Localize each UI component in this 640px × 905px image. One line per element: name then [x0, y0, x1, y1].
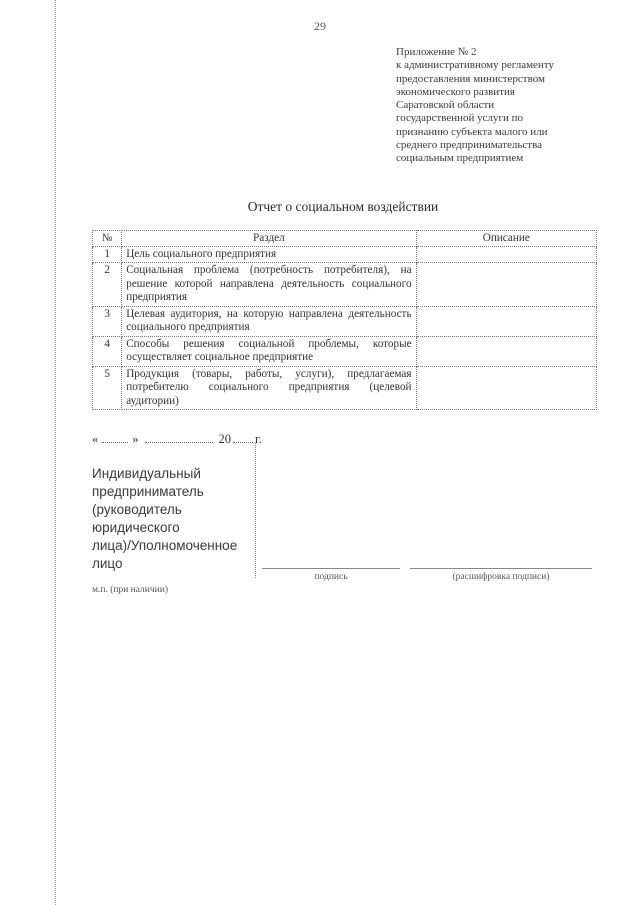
date-close-quote: »	[132, 432, 139, 446]
annex-line: Приложение № 2	[396, 46, 477, 58]
header-section: Раздел	[122, 231, 416, 247]
annex-line: экономического развития	[396, 85, 515, 98]
row-number: 3	[93, 306, 122, 336]
signer-line: Индивидуальный	[92, 466, 201, 481]
annex-line: социальным предприятием	[396, 152, 524, 165]
row-description	[416, 246, 596, 263]
date-line	[92, 431, 262, 447]
annex-line: признанию субъекта малого или	[396, 125, 548, 138]
year-blank	[233, 431, 253, 443]
signature-decode-line	[410, 568, 592, 569]
annex-header	[396, 46, 596, 166]
table-header-row	[93, 231, 597, 247]
signer-line: юридического	[92, 520, 180, 535]
page-number: 29	[314, 19, 326, 33]
row-number: 5	[93, 366, 122, 410]
row-section: Целевая аудитория, на которую направлена деятельность социального предприятия	[122, 306, 416, 336]
row-description	[416, 366, 596, 410]
day-blank	[102, 431, 128, 443]
signature-decode-label: (расшифровка подписи)	[452, 572, 550, 582]
report-table	[92, 230, 597, 410]
annex-line: государственной услуги по	[396, 112, 524, 125]
row-section: Способы решения социальной проблемы, которые осуществляет социальное предприятие	[122, 336, 416, 366]
row-number: 1	[93, 246, 122, 263]
row-description	[416, 263, 596, 307]
row-section: Социальная проблема (потребность потребителя), на решение которой направлена деятельность социального предприятия	[122, 263, 416, 307]
row-number: 4	[93, 336, 122, 366]
table-row	[93, 306, 597, 336]
table-row	[93, 336, 597, 366]
row-description	[416, 336, 596, 366]
annex-line: Саратовской области	[396, 99, 495, 112]
table-row	[93, 366, 597, 410]
annex-line: к административному регламенту	[396, 59, 554, 72]
document-title: Отчет о социальном воздействии	[247, 199, 439, 214]
year-prefix: 20	[218, 432, 231, 446]
annex-line: среднего предпринимательства	[396, 139, 543, 152]
row-number: 2	[93, 263, 122, 307]
month-blank	[145, 431, 213, 443]
signer-line: предприниматель	[92, 484, 204, 499]
signature-line	[262, 568, 400, 569]
date-open-quote: «	[92, 432, 99, 446]
table-row	[93, 263, 597, 307]
annex-line: предоставления министерством	[396, 72, 545, 85]
margin-line	[55, 0, 56, 905]
stamp-note: м.п. (при наличии)	[92, 585, 168, 595]
year-suffix: г.	[255, 432, 262, 446]
table-row	[93, 246, 597, 263]
signer-line: лицо	[92, 556, 123, 571]
signer-title	[92, 465, 262, 573]
header-description: Описание	[416, 231, 596, 247]
row-section: Цель социального предприятия	[122, 246, 416, 263]
row-section: Продукция (товары, работы, услуги), предлагаемая потребителю социального предприятия (целевой аудитории)	[122, 366, 416, 410]
row-description	[416, 306, 596, 336]
signature-label: подпись	[314, 572, 348, 582]
signer-line: (руководитель	[92, 502, 182, 517]
signer-line: лица)/Уполномоченное	[92, 538, 238, 553]
header-number: №	[93, 231, 122, 247]
